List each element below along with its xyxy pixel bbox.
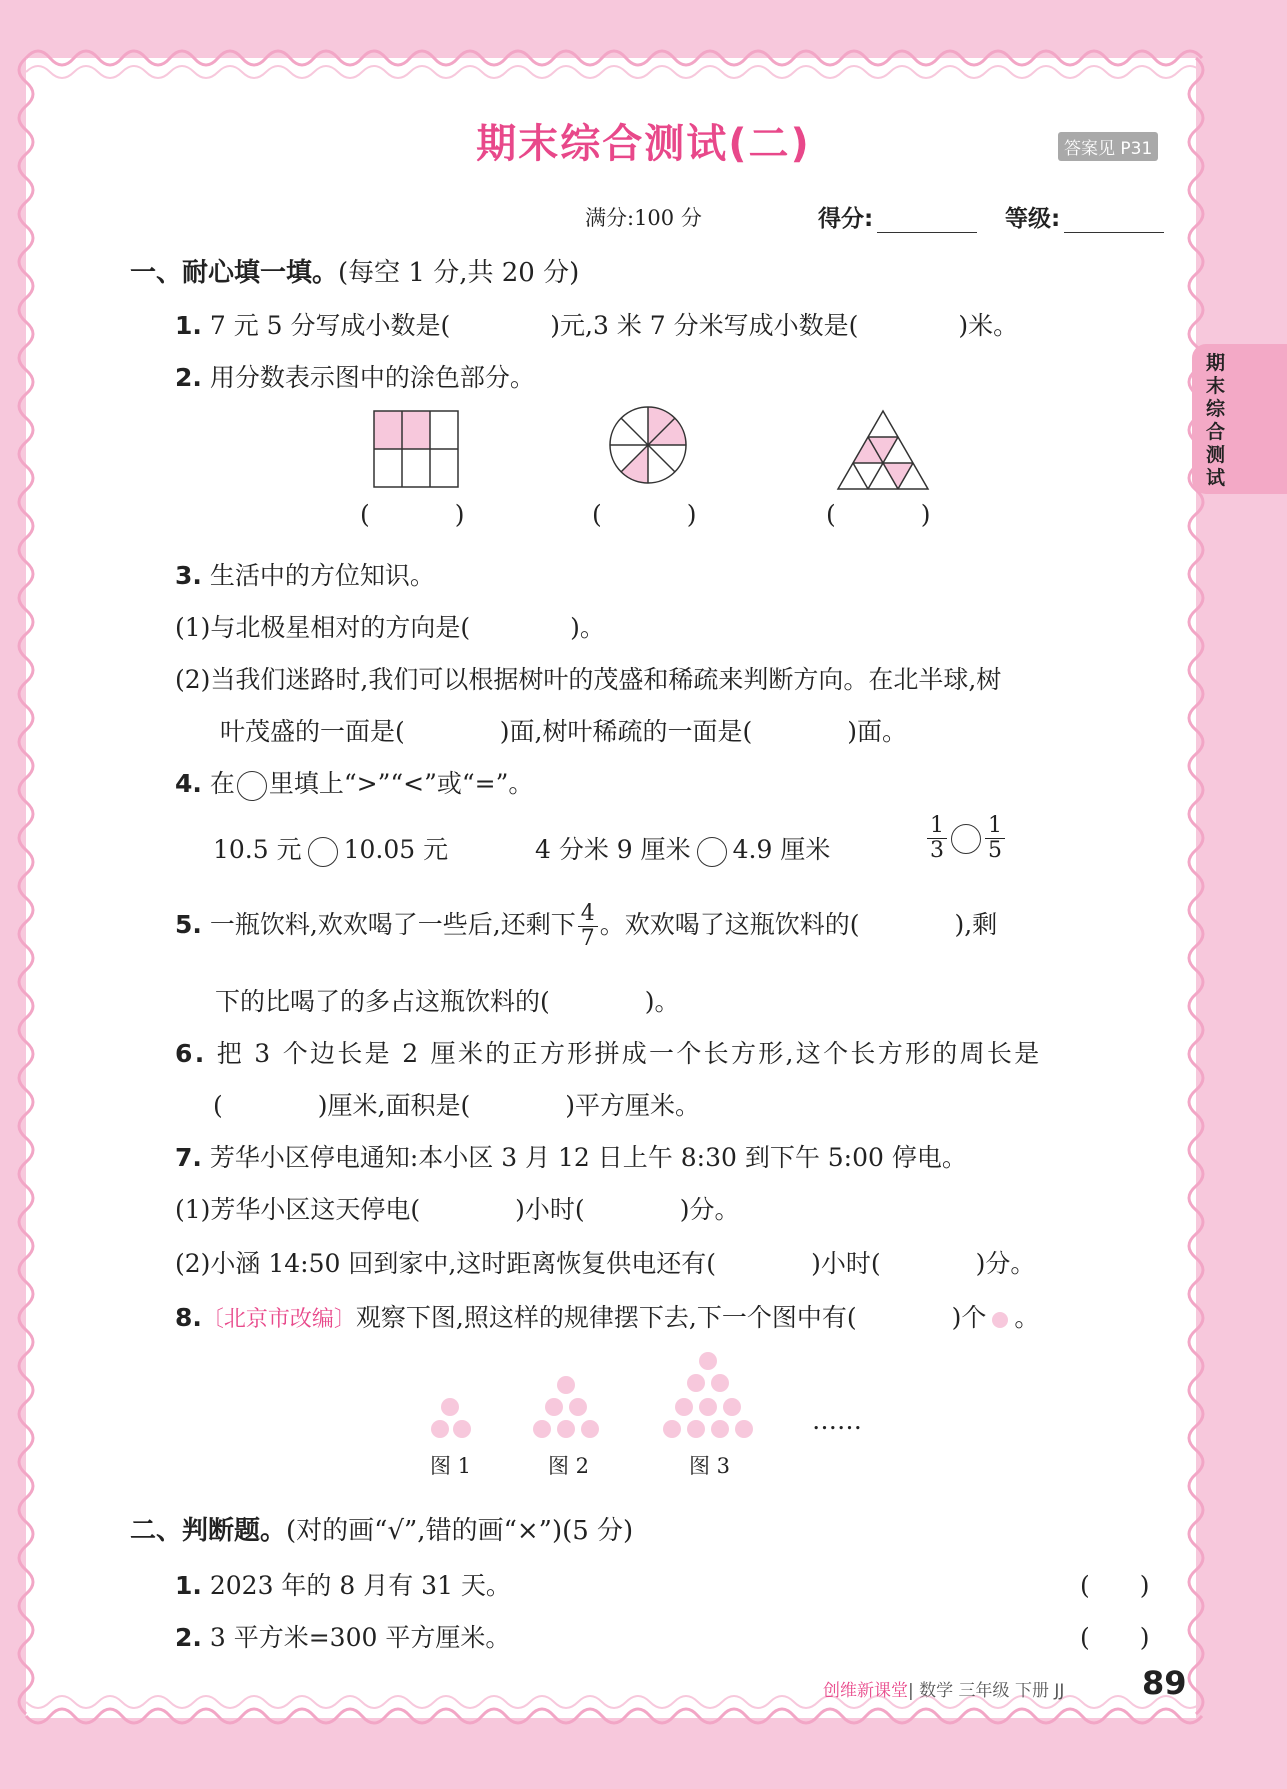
q4-compare-2	[535, 830, 830, 867]
q4-text-b: 里填上“>”“<”或“=”。	[268, 769, 534, 798]
grade-field[interactable]	[1005, 200, 1164, 233]
q7-p1-b: )小时(	[515, 1195, 585, 1224]
fig1-dots	[431, 1398, 471, 1438]
q4-c1-right: 10.05 元	[343, 835, 449, 864]
s2-q1	[175, 1566, 511, 1602]
q1-number: 1.	[175, 311, 202, 340]
q7-number: 7.	[175, 1143, 202, 1172]
q8-text-b: )个	[951, 1303, 987, 1332]
q3-part2-line2	[220, 712, 907, 748]
q8-ellipsis: ……	[812, 1406, 862, 1435]
footer	[823, 1676, 1064, 1701]
q6-line2-a: (	[213, 1091, 223, 1120]
q8-number: 8.	[175, 1303, 202, 1332]
circle-figure	[610, 407, 686, 483]
section2-title: 二、判断题。	[130, 1516, 287, 1546]
q3-text: 生活中的方位知识。	[209, 561, 435, 590]
q2-text: 用分数表示图中的涂色部分。	[209, 363, 535, 392]
q5-number: 5.	[175, 910, 202, 939]
circle-icon	[237, 771, 267, 801]
paren-open: (	[826, 500, 836, 529]
side-tab	[1192, 344, 1287, 494]
q8-source-tag: 〔北京市改编〕	[201, 1307, 356, 1332]
q8-text-c: 。	[1014, 1303, 1040, 1332]
q4	[175, 764, 533, 801]
q2	[175, 358, 535, 394]
q2-answer-3[interactable]	[826, 500, 931, 529]
q8	[175, 1298, 1039, 1334]
q3-p2-text-b: )面,树叶稀疏的一面是(	[499, 717, 753, 746]
q3	[175, 556, 435, 592]
grade-blank[interactable]	[1064, 210, 1164, 233]
fig3-dots	[663, 1352, 753, 1438]
section1-note: (每空 1 分,共 20 分)	[338, 258, 580, 288]
fig2-dots	[533, 1376, 599, 1438]
paren-close: )	[454, 500, 465, 529]
score-blank[interactable]	[877, 210, 977, 233]
q6-line2	[213, 1086, 700, 1122]
q8-text-a: 观察下图,照这样的规律摆下去,下一个图中有(	[355, 1303, 857, 1332]
q1	[175, 306, 1018, 342]
q4-c3-circle[interactable]	[951, 824, 981, 854]
q7	[175, 1138, 967, 1174]
footer-brand: 创维新课堂	[823, 1681, 908, 1701]
q7-p1-a: (1)芳华小区这天停电(	[175, 1195, 421, 1224]
full-score-label: 满分:100 分	[585, 206, 702, 230]
q4-c3-left-fraction: $\frac{1}{3}$	[927, 814, 947, 863]
q6-text: 把 3 个边长是 2 厘米的正方形拼成一个长方形,这个长方形的周长是	[216, 1039, 1042, 1068]
q6-number: 6.	[175, 1039, 207, 1068]
score-label: 得分:	[818, 206, 874, 232]
q4-number: 4.	[175, 769, 202, 798]
q3-p1-text-a: (1)与北极星相对的方向是(	[175, 613, 471, 642]
q5-line1	[175, 902, 997, 951]
q4-c2-circle[interactable]	[697, 837, 727, 867]
s2-q1-number: 1.	[175, 1571, 202, 1600]
section1-title: 一、耐心填一填。	[130, 258, 339, 288]
q4-c2-right: 4.9 厘米	[732, 835, 831, 864]
q1-text-b: )元,3 米 7 分米写成小数是(	[550, 311, 859, 340]
paren-close: )	[920, 500, 931, 529]
s2-q1-answer[interactable]: ( )	[1080, 1571, 1150, 1600]
s2-q2-text: 3 平方米=300 平方厘米。	[209, 1623, 511, 1652]
q2-figures	[370, 405, 930, 495]
page-title: 期末综合测试(二)	[476, 121, 811, 167]
score-field[interactable]	[818, 200, 977, 233]
grid-figure	[374, 411, 458, 487]
q2-number: 2.	[175, 363, 202, 392]
q5-line2-b: )。	[644, 987, 680, 1016]
fig2-caption: 图 2	[548, 1454, 590, 1478]
q7-p2-c: )分。	[975, 1249, 1036, 1278]
q4-c2-left: 4 分米 9 厘米	[535, 835, 691, 864]
q8-dot-patterns	[420, 1345, 760, 1445]
footer-subject: | 数学 三年级 下册 JJ	[908, 1681, 1065, 1701]
q2-answer-1[interactable]	[360, 500, 465, 529]
q3-p2-text-c: )面。	[847, 717, 907, 746]
q5-line2-a: 下的比喝了的多占这瓶饮料的(	[215, 987, 550, 1016]
q4-c3-right-fraction: $\frac{1}{5}$	[985, 814, 1005, 863]
q1-text-a: 7 元 5 分写成小数是(	[209, 311, 451, 340]
pink-dot-icon	[992, 1312, 1008, 1328]
fig3-caption: 图 3	[689, 1454, 731, 1478]
s2-q2	[175, 1618, 510, 1654]
q4-compare-1	[213, 830, 448, 867]
q5-line2	[215, 982, 680, 1018]
paren-close: )	[686, 500, 697, 529]
grade-label: 等级:	[1005, 206, 1061, 232]
fig1-caption: 图 1	[430, 1454, 472, 1478]
q5-fraction: $\frac{4}{7}$	[578, 902, 598, 951]
q1-text-c: )米。	[958, 311, 1019, 340]
q7-p2-a: (2)小涵 14:50 回到家中,这时距离恢复供电还有(	[175, 1249, 717, 1278]
paren-open: (	[360, 500, 370, 529]
q3-number: 3.	[175, 561, 202, 590]
q3-p2-text-a: 叶茂盛的一面是(	[220, 717, 405, 746]
q4-compare-3	[925, 814, 1007, 863]
triangle-figure	[838, 411, 928, 489]
q5-text-c: ),剩	[954, 910, 998, 939]
paren-open: (	[592, 500, 602, 529]
q4-c1-circle[interactable]	[308, 837, 338, 867]
q6-line2-c: )平方厘米。	[565, 1091, 700, 1120]
section2-heading	[130, 1510, 633, 1547]
q5-text-b: 。欢欢喝了这瓶饮料的(	[599, 910, 860, 939]
answer-reference-badge: 答案见 P31	[1058, 132, 1158, 161]
q6-line1	[175, 1034, 1042, 1070]
s2-q2-answer[interactable]: ( )	[1080, 1623, 1150, 1652]
q3-part1	[175, 608, 605, 644]
q7-part1	[175, 1190, 739, 1226]
q7-p2-b: )小时(	[811, 1249, 881, 1278]
q3-p1-text-b: )。	[570, 613, 605, 642]
section1-heading	[130, 252, 579, 289]
side-tab-label: 期末综合测试	[1206, 352, 1226, 489]
q4-c1-left: 10.5 元	[213, 835, 302, 864]
section2-note: (对的画“√”,错的画“×”)(5 分)	[286, 1516, 634, 1546]
q2-answer-2[interactable]	[592, 500, 697, 529]
s2-q2-number: 2.	[175, 1623, 202, 1652]
q4-text-a: 在	[209, 769, 235, 798]
q7-p1-c: )分。	[679, 1195, 740, 1224]
q7-part2	[175, 1244, 1035, 1280]
q5-text-a: 一瓶饮料,欢欢喝了一些后,还剩下	[209, 910, 576, 939]
q3-part2-line1: (2)当我们迷路时,我们可以根据树叶的茂盛和稀疏来判断方向。在北半球,树	[175, 665, 1002, 694]
s2-q1-text: 2023 年的 8 月有 31 天。	[209, 1571, 511, 1600]
q7-text: 芳华小区停电通知:本小区 3 月 12 日上午 8:30 到下午 5:00 停电。	[209, 1143, 967, 1172]
q6-line2-b: )厘米,面积是(	[317, 1091, 471, 1120]
page-number: 89	[1142, 1664, 1187, 1702]
